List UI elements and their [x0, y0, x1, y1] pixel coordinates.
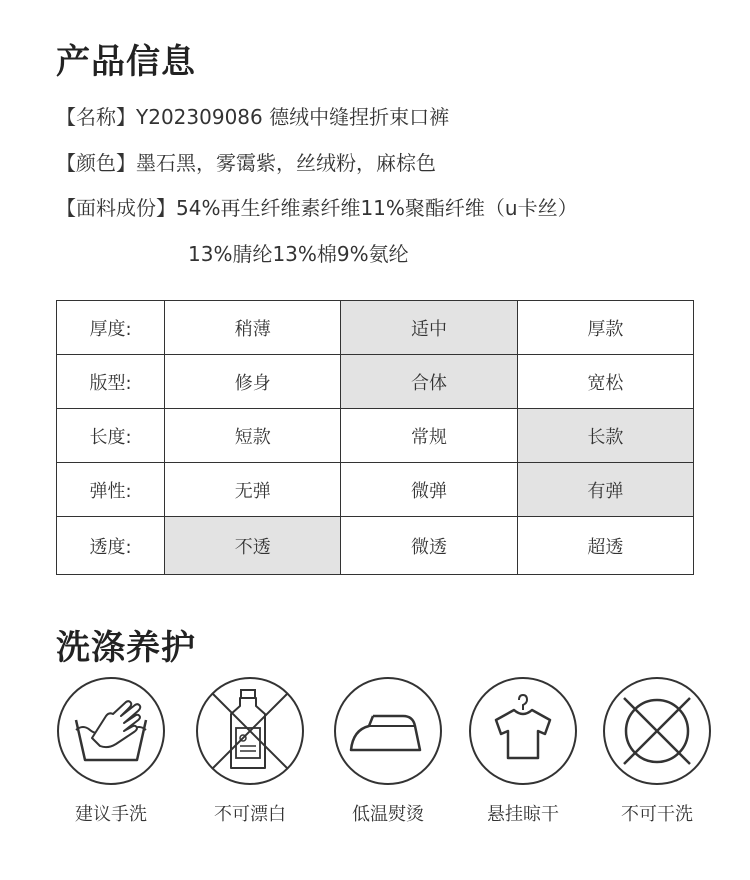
no-bleach-icon	[195, 676, 305, 786]
care-item-no-bleach	[195, 676, 305, 826]
care-item-hang-dry	[468, 676, 578, 826]
spec-option: 超透	[517, 517, 693, 575]
spec-label: 厚度:	[57, 301, 165, 355]
spec-label: 弹性:	[57, 463, 165, 517]
material-label: 【面料成份】	[56, 196, 176, 220]
care-label: 建议手洗	[75, 804, 147, 825]
care-label: 悬挂晾干	[487, 804, 559, 825]
care-label: 不可干洗	[621, 804, 693, 825]
spec-option: 有弹	[517, 463, 693, 517]
product-name-line	[56, 101, 449, 130]
spec-row-length	[57, 409, 694, 463]
name-value: Y202309086 德绒中缝捏折束口裤	[136, 105, 450, 129]
care-title: 洗涤养护	[56, 628, 196, 668]
spec-option: 修身	[165, 355, 341, 409]
color-value: 墨石黑，雾霭紫，丝绒粉，麻棕色	[136, 151, 436, 175]
low-iron-icon	[333, 676, 443, 786]
spec-label: 透度:	[57, 517, 165, 575]
name-label: 【名称】	[56, 105, 136, 129]
spec-table	[56, 300, 694, 575]
care-label: 不可漂白	[214, 804, 286, 825]
spec-option: 微弹	[341, 463, 517, 517]
hang-dry-icon	[468, 676, 578, 786]
spec-option: 适中	[341, 301, 517, 355]
spec-label: 长度:	[57, 409, 165, 463]
hand-wash-icon	[56, 676, 166, 786]
care-item-hand-wash	[56, 676, 166, 826]
product-info-title: 产品信息	[56, 42, 196, 82]
spec-option: 宽松	[517, 355, 693, 409]
spec-option: 合体	[341, 355, 517, 409]
spec-row-thickness	[57, 301, 694, 355]
color-label: 【颜色】	[56, 151, 136, 175]
spec-option: 不透	[165, 517, 341, 575]
care-item-no-dry-clean	[602, 676, 712, 826]
product-color-line	[56, 147, 436, 176]
no-dry-clean-icon	[602, 676, 712, 786]
care-label: 低温熨烫	[352, 804, 424, 825]
spec-option: 短款	[165, 409, 341, 463]
spec-option: 厚款	[517, 301, 693, 355]
spec-option: 常规	[341, 409, 517, 463]
spec-row-elasticity	[57, 463, 694, 517]
product-material-line	[56, 192, 578, 221]
spec-row-fit	[57, 355, 694, 409]
spec-option: 微透	[341, 517, 517, 575]
material-value-line1: 54%再生纤维素纤维11%聚酯纤维（u卡丝）	[176, 196, 578, 220]
spec-label: 版型:	[57, 355, 165, 409]
spec-option: 稍薄	[165, 301, 341, 355]
spec-option: 无弹	[165, 463, 341, 517]
spec-option: 长款	[517, 409, 693, 463]
material-value-line2: 13%腈纶13%棉9%氨纶	[188, 242, 409, 266]
care-item-low-iron	[333, 676, 443, 826]
spec-row-transparency	[57, 517, 694, 575]
